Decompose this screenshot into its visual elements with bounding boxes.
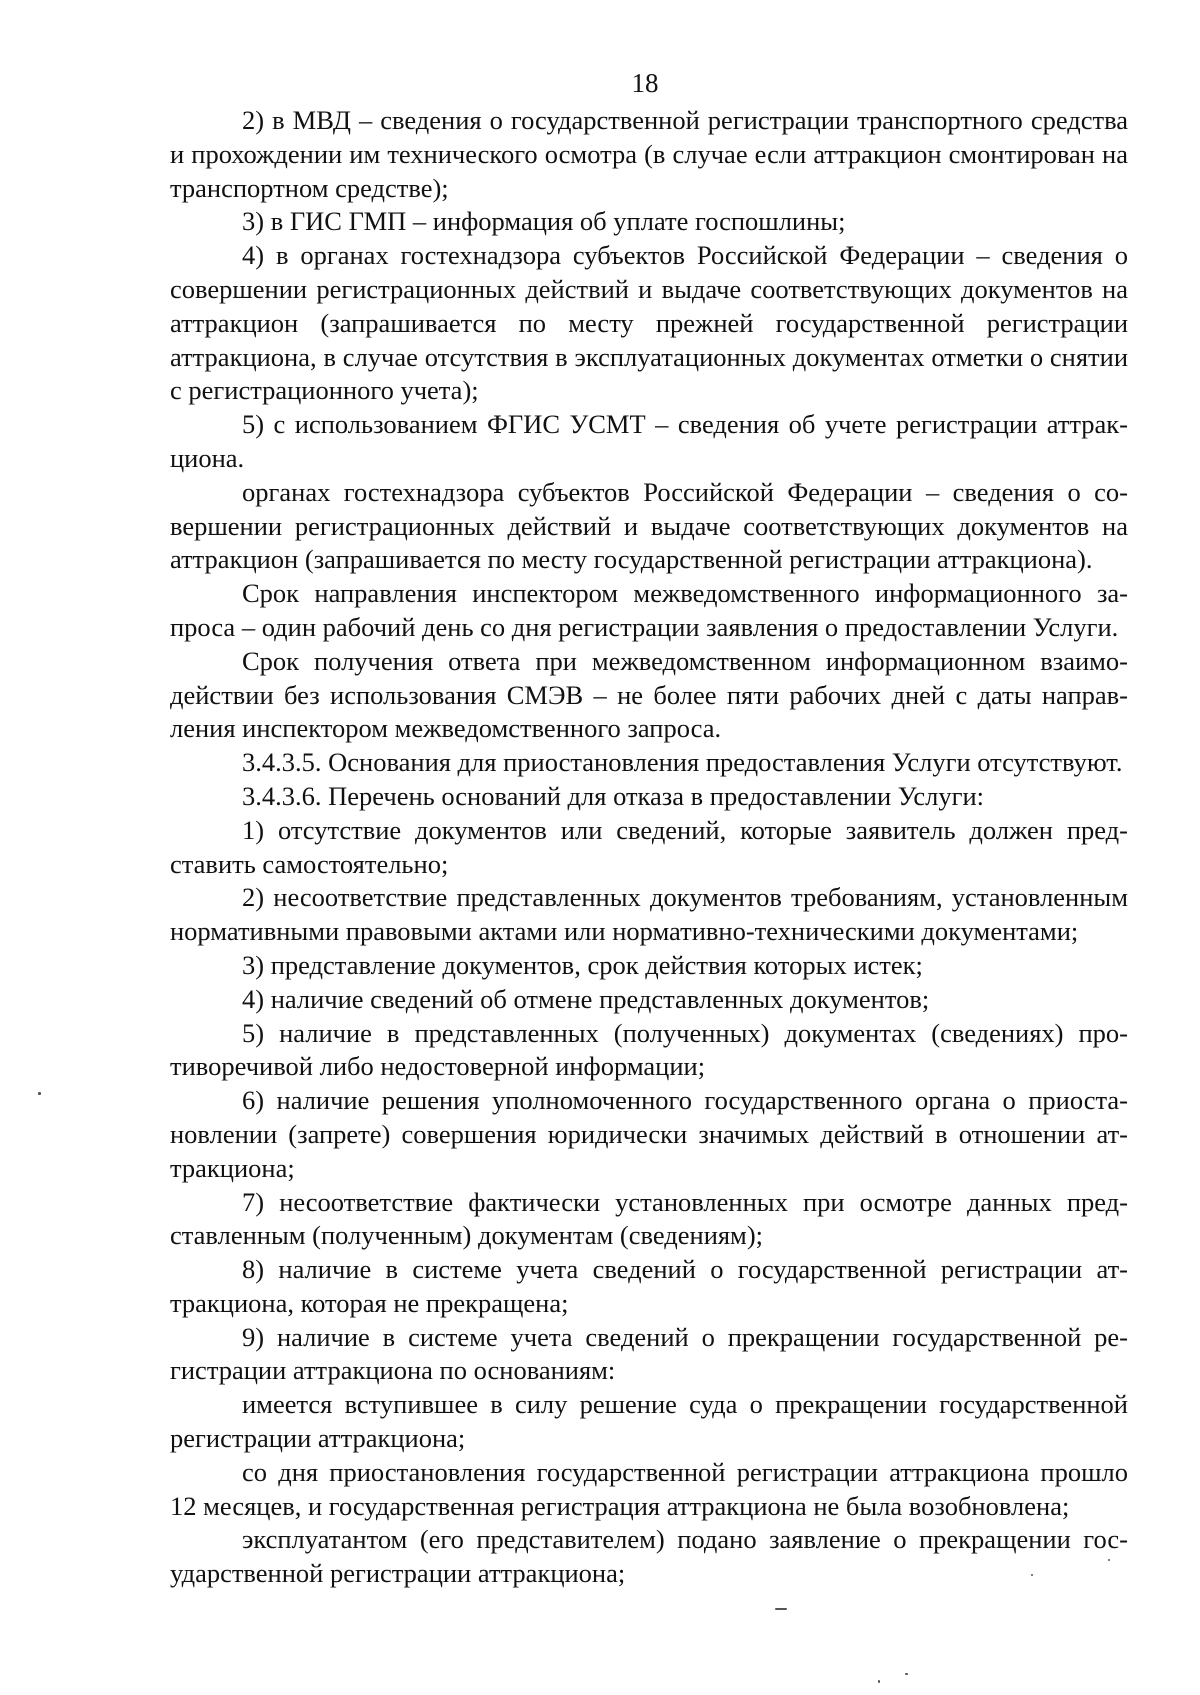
scan-speck xyxy=(775,1608,787,1610)
paragraph-suspension-grounds: 3.4.3.5. Основания для приостановления предоставления Услуги отсутствуют. xyxy=(242,747,1123,778)
scan-speck xyxy=(905,1673,908,1675)
list-item-refusal-3: 3) представление документов, срок действия которых истек; xyxy=(242,949,923,980)
document-body xyxy=(170,104,1128,1591)
list-item-refusal-1: 1) отсутствие документов или сведений, которые заявитель должен представить самостоятельно; xyxy=(170,814,1128,879)
list-item-refusal-5: 5) наличие в представленных (полученных) документах (сведениях) противоречивой либо недостоверной информации; xyxy=(170,1017,1128,1082)
sub-item-twelve-months: со дня приостановления государственной регистрации аттракциона прошло 12 месяцев, и государственная регистрация аттракциона не была возобновлена; xyxy=(170,1456,1128,1521)
list-item-refusal-2: 2) несоответствие представленных документов требованиям, установленным нормативными правовыми актами или нормативно-техническими документами; xyxy=(170,882,1128,947)
list-item-refusal-8: 8) наличие в системе учета сведений о государственной регистрации аттракциона, которая не прекращена; xyxy=(170,1254,1128,1318)
paragraph-refusal-grounds-heading: 3.4.3.6. Перечень оснований для отказа в предоставлении Услуги: xyxy=(242,780,984,811)
scan-speck xyxy=(1108,1559,1110,1561)
list-item-refusal-6: 6) наличие решения уполномоченного государственного органа о приостановлении (запрете) совершения юридически значимых действий в отношении аттракциона; xyxy=(170,1085,1128,1183)
paragraph-gostekhnadzor-registration: органах гостехнадзора субъектов Российской Федерации – сведения о совершении регистрационных действий и выдаче соответствующих документов на аттракцион (запрашивается по месту государственной регистрации аттракциона). xyxy=(170,476,1128,575)
list-item-refusal-4: 4) наличие сведений об отмене представленных документов; xyxy=(242,983,930,1014)
sub-item-operator-application: эксплуатантом (его представителем) подано заявление о прекращении государственной регистрации аттракциона; xyxy=(170,1524,1128,1589)
paragraph-mvd-request: 2) в МВД – сведения о государственной регистрации транспортного средства и прохождении им технического осмотра (в случае если аттракцион смонтирован на транспортном средстве); xyxy=(170,105,1128,203)
scan-speck xyxy=(38,1092,41,1095)
paragraph-gis-gmp-request: 3) в ГИС ГМП – информация об уплате госпошлины; xyxy=(242,206,846,237)
scan-speck xyxy=(1031,1574,1033,1576)
paragraph-request-deadline: Срок направления инспектором межведомственного информационного запроса – один рабочий день со дня регистрации заявления о предоставлении Услуги. xyxy=(170,578,1128,642)
list-item-refusal-7: 7) несоответствие фактически установленных при осмотре данных представленным (полученным) документам (сведениям); xyxy=(170,1186,1128,1251)
scan-speck xyxy=(878,1680,880,1683)
page-number: 18 xyxy=(631,68,659,98)
sub-item-court-decision: имеется вступившее в силу решение суда о прекращении государственной регистрации аттракциона; xyxy=(170,1389,1128,1454)
list-item-refusal-9: 9) наличие в системе учета сведений о прекращении государственной регистрации аттракциона по основаниям: xyxy=(170,1321,1128,1386)
paragraph-gostekhnadzor-request: 4) в органах гостехнадзора субъектов Российской Федерации – сведения о совершении регистрационных действий и выдаче соответствующих документов на аттракцион (запрашивается по месту прежней государственной регистрации аттракциона, в случае отсутствия в эксплуатационных документах отметки о снятии с регистрационного учета); xyxy=(170,240,1128,406)
paragraph-fgis-usmt-request: 5) с использованием ФГИС УСМТ – сведения об учете регистрации аттракциона. xyxy=(170,409,1128,473)
paragraph-response-deadline: Срок получения ответа при межведомственном информационном взаимодействии без использования СМЭВ – не более пяти рабочих дней с даты направления инспектором межведомственного запроса. xyxy=(170,645,1128,744)
